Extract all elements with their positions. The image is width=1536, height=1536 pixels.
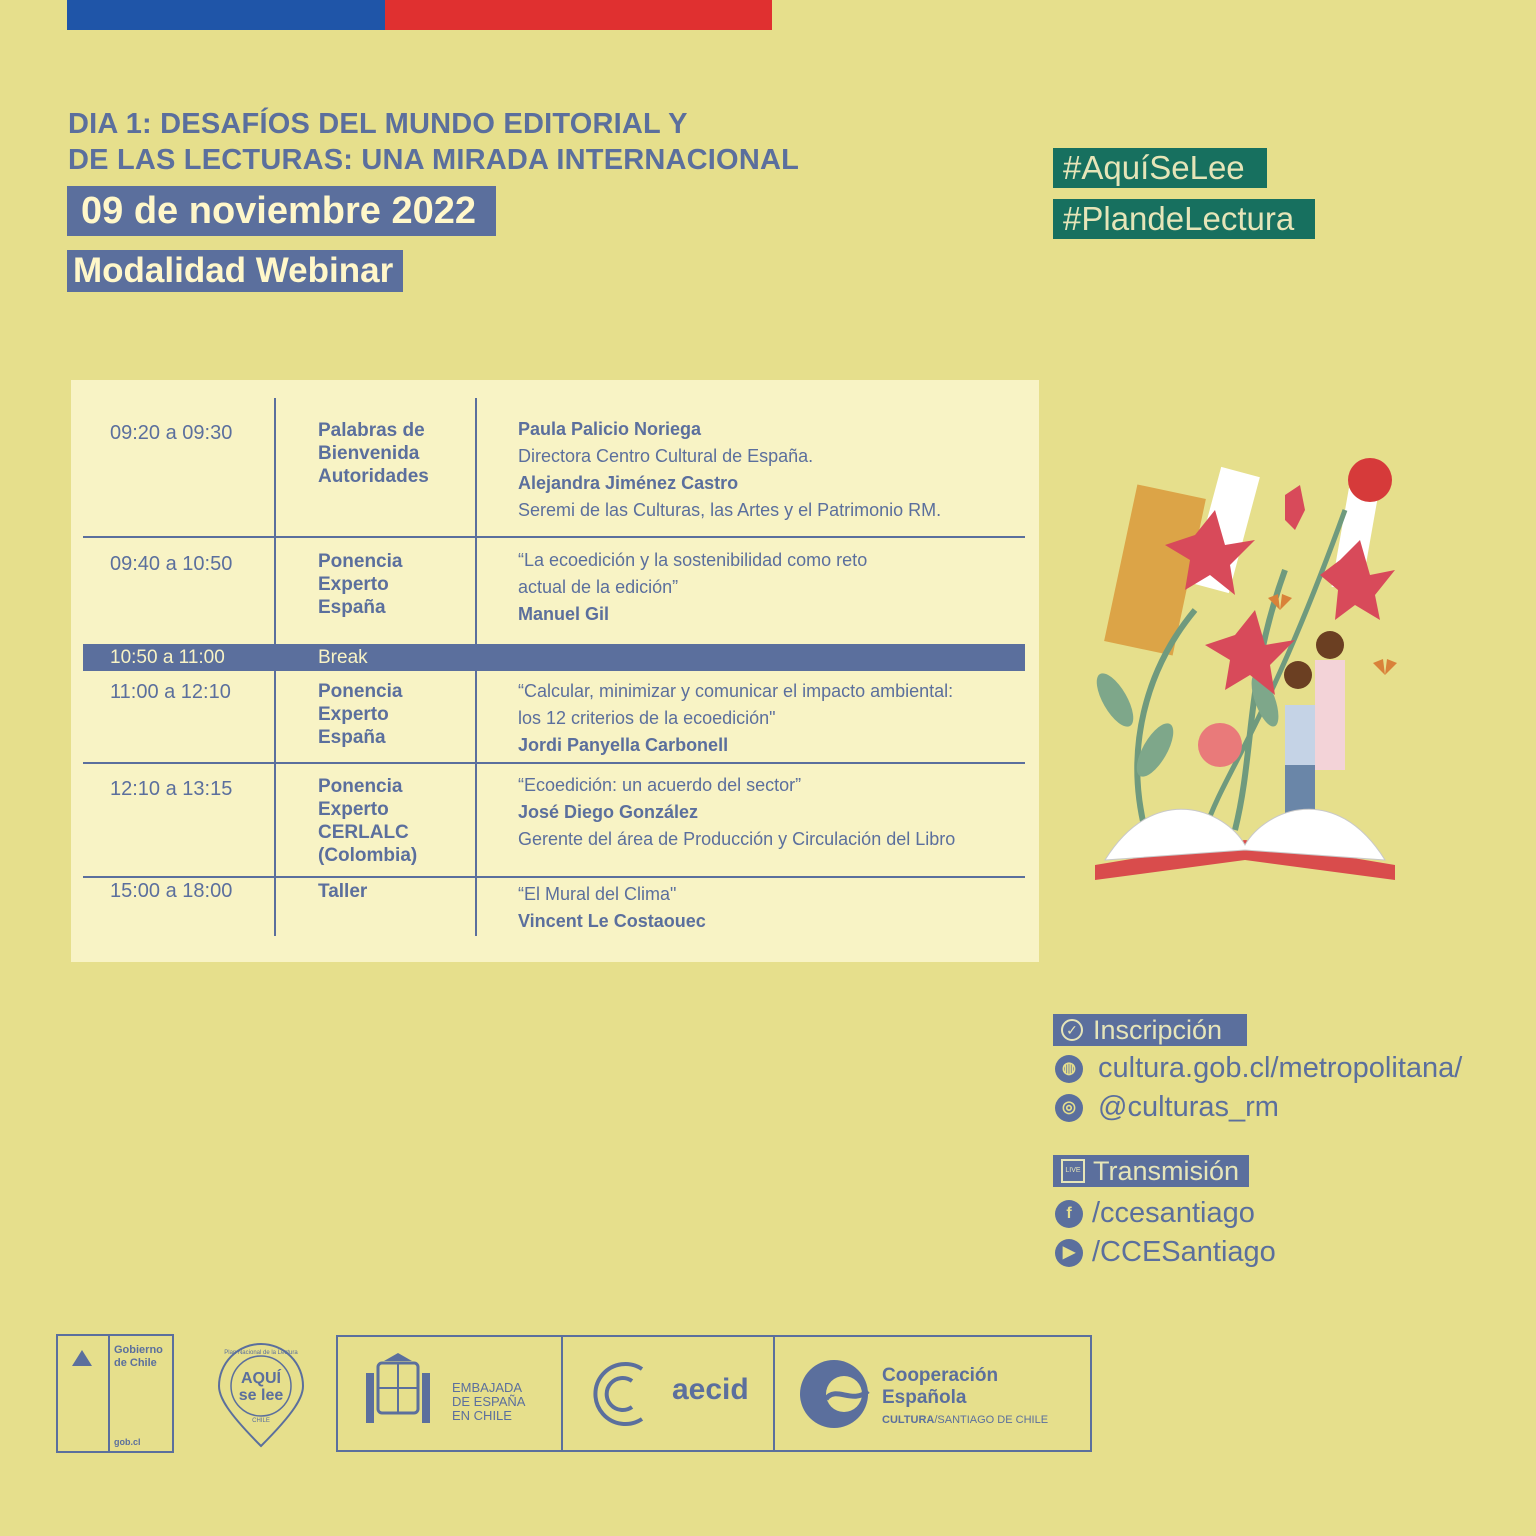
row-type-line: Autoridades <box>318 466 429 487</box>
cooperacion-text <box>882 1365 998 1409</box>
event-title <box>68 106 799 178</box>
aqui-line: AQUÍ <box>241 1370 281 1387</box>
break-row <box>83 644 1025 671</box>
row-divider <box>83 536 1025 538</box>
row-type-line: Palabras de <box>318 420 425 441</box>
aqui-arc-text: Plan Nacional de la Lectura <box>224 1350 298 1356</box>
speaker-name: Alejandra Jiménez Castro <box>518 473 739 493</box>
row-type-line: Taller <box>318 881 368 902</box>
talk-title: “El Mural del Clima" <box>518 884 677 904</box>
coop-line: Española <box>882 1387 967 1408</box>
coop-santiago: /SANTIAGO DE CHILE <box>934 1414 1049 1426</box>
flag-red-stripe <box>385 0 772 30</box>
row-type <box>318 880 367 903</box>
row-time: 12:10 a 13:15 <box>110 778 233 800</box>
row-type-line: España <box>318 597 386 618</box>
illustration-leaf <box>1090 668 1141 732</box>
embajada-text <box>452 1381 525 1423</box>
speaker-name: Vincent Le Costaouec <box>518 911 706 931</box>
talk-title: “Calcular, minimizar y comunicar el impacto ambiental: <box>518 681 954 701</box>
speaker-name: Manuel Gil <box>518 604 610 624</box>
illustration-child <box>1285 705 1315 765</box>
illustration-child-head <box>1284 661 1312 689</box>
website-link[interactable]: cultura.gob.cl/metropolitana/ <box>1098 1052 1463 1084</box>
registration-text: Inscripción <box>1093 1015 1223 1045</box>
book-illustration <box>1085 450 1425 890</box>
row-details <box>518 772 955 853</box>
gobierno-line: de Chile <box>114 1357 157 1369</box>
row-type-line: España <box>318 727 386 748</box>
gob-cl-text: gob.cl <box>114 1437 141 1447</box>
check-circle-icon: ✓ <box>1061 1019 1083 1041</box>
facebook-icon: f <box>1055 1200 1083 1228</box>
illustration-butterfly <box>1373 659 1397 675</box>
spain-coat-of-arms-icon <box>364 1353 432 1435</box>
talk-title: “La ecoedición y la sostenibilidad como reto <box>518 550 868 570</box>
coop-cultura: CULTURA <box>882 1414 935 1426</box>
aqui-text <box>217 1370 305 1404</box>
gobierno-de-chile-logo <box>56 1334 174 1453</box>
column-divider <box>475 671 477 936</box>
youtube-link[interactable]: /CCESantiago <box>1092 1236 1276 1268</box>
illustration-child <box>1285 765 1315 815</box>
hashtag-aquiselee[interactable]: #AquíSeLee <box>1053 148 1267 188</box>
column-divider <box>274 398 276 644</box>
row-time: 15:00 a 18:00 <box>110 880 233 902</box>
row-type-line: Ponencia <box>318 776 403 797</box>
cooperacion-logo-icon <box>796 1355 872 1433</box>
row-type-line: Experto <box>318 574 389 595</box>
logo-divider <box>773 1337 775 1450</box>
gobierno-line: Gobierno <box>114 1344 163 1356</box>
coat-of-arms-icon <box>68 1346 96 1370</box>
aecid-text: aecid <box>672 1373 749 1406</box>
row-time: 11:00 a 12:10 <box>110 681 231 703</box>
illustration-grapefruit <box>1198 723 1242 767</box>
title-line-1: DIA 1: DESAFÍOS DEL MUNDO EDITORIAL Y <box>68 108 688 140</box>
row-divider <box>83 876 1025 878</box>
embajada-line: EMBAJADA <box>452 1380 523 1395</box>
row-details <box>518 547 867 628</box>
event-mode: Modalidad Webinar <box>67 250 403 292</box>
row-type-line: Ponencia <box>318 681 403 702</box>
break-label: Break <box>318 647 368 668</box>
speaker-role: Seremi de las Culturas, las Artes y el Patrimonio RM. <box>518 500 942 520</box>
stream-label <box>1053 1155 1249 1187</box>
row-type-line: Experto <box>318 799 389 820</box>
stream-text: Transmisión <box>1093 1156 1240 1186</box>
embajada-line: EN CHILE <box>452 1408 512 1423</box>
illustration-flower <box>1205 610 1295 695</box>
row-type <box>318 550 402 619</box>
row-details <box>518 416 941 524</box>
row-type <box>318 775 417 867</box>
speaker-name: Paula Palicio Noriega <box>518 419 702 439</box>
row-type <box>318 419 429 488</box>
cooperacion-subtitle <box>882 1414 1048 1426</box>
row-details <box>518 678 953 759</box>
live-icon: LIVE <box>1061 1159 1085 1183</box>
illustration-flower <box>1285 485 1305 530</box>
row-details <box>518 881 706 935</box>
logo-divider <box>561 1337 563 1450</box>
row-type-line: (Colombia) <box>318 845 418 866</box>
embajada-line: DE ESPAÑA <box>452 1394 526 1409</box>
speaker-role: Gerente del área de Producción y Circulación del Libro <box>518 829 956 849</box>
aqui-se-lee-logo <box>217 1342 305 1448</box>
row-divider <box>83 762 1025 764</box>
talk-title: actual de la edición” <box>518 577 679 597</box>
row-type <box>318 680 402 749</box>
illustration-apple <box>1348 458 1392 502</box>
event-date: 09 de noviembre 2022 <box>67 186 496 236</box>
column-divider <box>274 671 276 936</box>
flag-blue-stripe <box>67 0 385 30</box>
facebook-link[interactable]: /ccesantiago <box>1092 1197 1255 1229</box>
row-type-line: Ponencia <box>318 551 403 572</box>
coop-line: Cooperación <box>882 1365 999 1386</box>
row-time: 09:40 a 10:50 <box>110 553 233 575</box>
aqui-country: CHILE <box>252 1418 270 1424</box>
gobierno-text <box>114 1344 163 1370</box>
aqui-line: se lee <box>238 1387 284 1404</box>
illustration-girl-head <box>1316 631 1344 659</box>
speaker-name: José Diego González <box>518 802 699 822</box>
row-type-line: CERLALC <box>318 822 409 843</box>
instagram-link[interactable]: @culturas_rm <box>1098 1091 1279 1123</box>
row-type-line: Bienvenida <box>318 443 420 464</box>
speaker-role: Directora Centro Cultural de España. <box>518 446 814 466</box>
talk-title: los 12 criterios de la ecoedición" <box>518 708 776 728</box>
instagram-icon: ◎ <box>1055 1094 1083 1122</box>
hashtag-plandelectura[interactable]: #PlandeLectura <box>1053 199 1315 239</box>
row-type-line: Experto <box>318 704 389 725</box>
row-time: 09:20 a 09:30 <box>110 422 233 444</box>
registration-label <box>1053 1014 1247 1046</box>
column-divider <box>475 398 477 644</box>
youtube-icon: ▶ <box>1055 1239 1083 1267</box>
logo-divider <box>108 1336 110 1451</box>
partners-logo-strip <box>336 1335 1092 1452</box>
aecid-logo-icon <box>586 1355 650 1433</box>
speaker-name: Jordi Panyella Carbonell <box>518 735 729 755</box>
title-line-2: DE LAS LECTURAS: UNA MIRADA INTERNACIONAL <box>68 144 800 176</box>
globe-icon: ◍ <box>1055 1055 1083 1083</box>
talk-title: “Ecoedición: un acuerdo del sector” <box>518 775 802 795</box>
break-time: 10:50 a 11:00 <box>110 647 225 668</box>
illustration-girl <box>1315 660 1345 770</box>
